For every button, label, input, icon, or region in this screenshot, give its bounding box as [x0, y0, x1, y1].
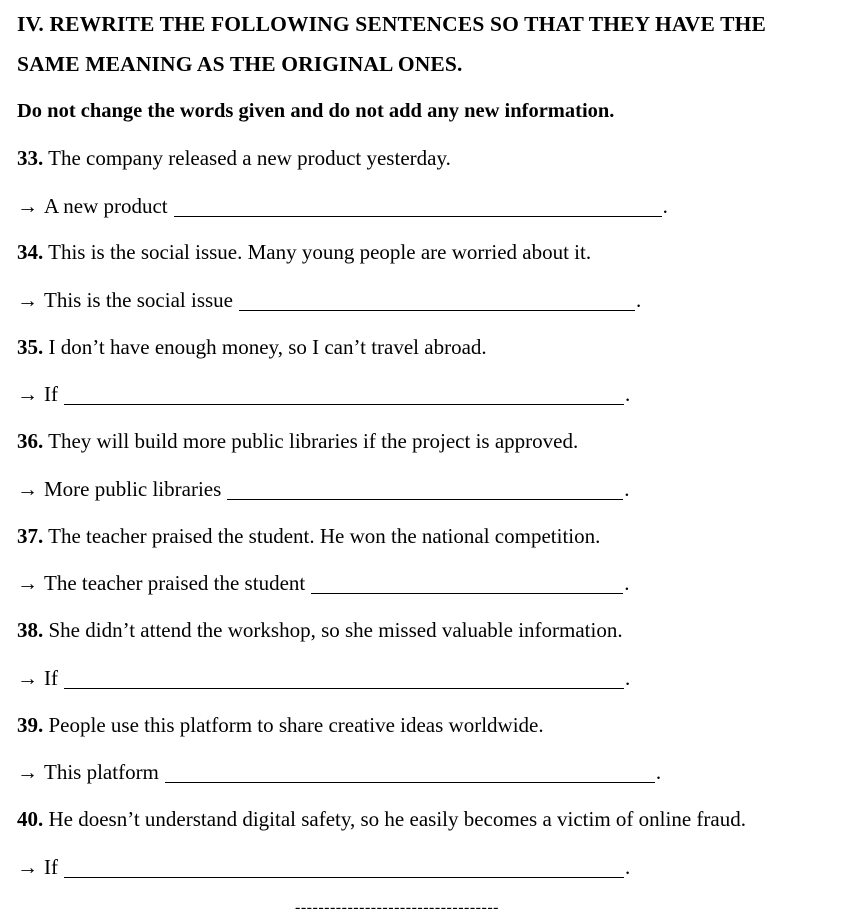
arrow-icon: → [17, 855, 38, 879]
answer-prompt: This is the social issue [44, 288, 233, 312]
answer-blank[interactable] [64, 384, 624, 405]
arrow-icon: → [17, 760, 38, 784]
answer-row-34 [17, 286, 641, 314]
instruction-text: Do not change the words given and do not add any new information. [17, 100, 615, 122]
answer-prompt: If [44, 666, 58, 690]
answer-prompt: If [44, 855, 58, 879]
question-number: 35. [17, 335, 44, 359]
question-sentence: This is the social issue. Many young people are worried about it. [48, 240, 592, 264]
section-heading-line-2: SAME MEANING AS THE ORIGINAL ONES. [17, 52, 463, 76]
question-33 [17, 144, 451, 172]
answer-row-37 [17, 569, 629, 597]
arrow-icon: → [17, 194, 38, 218]
question-number: 38. [17, 618, 44, 642]
answer-prompt: This platform [44, 760, 159, 784]
end-period: . [625, 855, 631, 879]
question-34 [17, 238, 591, 266]
question-number: 39. [17, 713, 44, 737]
answer-blank[interactable] [227, 479, 623, 500]
answer-blank[interactable] [165, 762, 655, 783]
end-period: . [635, 288, 642, 312]
answer-blank[interactable] [64, 668, 624, 689]
question-sentence: The teacher praised the student. He won the national competition. [48, 524, 601, 548]
end-separator: ----------------------------------- [295, 899, 499, 916]
answer-blank[interactable] [311, 573, 623, 594]
question-40 [17, 805, 746, 833]
answer-prompt: More public libraries [44, 477, 222, 501]
answer-row-36 [17, 475, 630, 503]
end-period: . [662, 194, 668, 218]
end-period: . [655, 760, 662, 784]
question-sentence: People use this platform to share creative ideas worldwide. [48, 713, 544, 737]
answer-blank[interactable] [239, 290, 635, 311]
arrow-icon: → [17, 666, 38, 690]
answer-row-35 [17, 380, 630, 408]
question-38 [17, 616, 623, 644]
answer-row-40 [17, 853, 630, 881]
end-period: . [624, 571, 630, 595]
arrow-icon: → [17, 571, 38, 595]
answer-blank[interactable] [64, 857, 624, 878]
question-number: 36. [17, 429, 44, 453]
question-39 [17, 711, 544, 739]
answer-row-33 [17, 192, 668, 220]
answer-prompt: A new product [44, 194, 168, 218]
question-number: 37. [17, 524, 44, 548]
arrow-icon: → [17, 382, 38, 406]
question-36 [17, 427, 578, 455]
question-35 [17, 333, 487, 361]
section-heading-line-1: IV. REWRITE THE FOLLOWING SENTENCES SO THAT THEY HAVE THE [17, 12, 766, 36]
question-sentence: I don’t have enough money, so I can’t travel abroad. [48, 335, 487, 359]
answer-row-39 [17, 758, 661, 786]
question-37 [17, 522, 600, 550]
end-period: . [625, 382, 631, 406]
arrow-icon: → [17, 288, 38, 312]
answer-prompt: If [44, 382, 58, 406]
question-number: 40. [17, 807, 44, 831]
question-sentence: The company released a new product yesterday. [48, 146, 451, 170]
arrow-icon: → [17, 477, 38, 501]
question-number: 33. [17, 146, 44, 170]
answer-blank[interactable] [174, 196, 662, 217]
question-sentence: They will build more public libraries if the project is approved. [48, 429, 579, 453]
end-period: . [625, 666, 631, 690]
answer-row-38 [17, 664, 630, 692]
question-number: 34. [17, 240, 44, 264]
answer-prompt: The teacher praised the student [44, 571, 306, 595]
question-sentence: He doesn’t understand digital safety, so he easily becomes a victim of online fraud. [48, 807, 746, 831]
question-sentence: She didn’t attend the workshop, so she missed valuable information. [48, 618, 623, 642]
end-period: . [624, 477, 630, 501]
